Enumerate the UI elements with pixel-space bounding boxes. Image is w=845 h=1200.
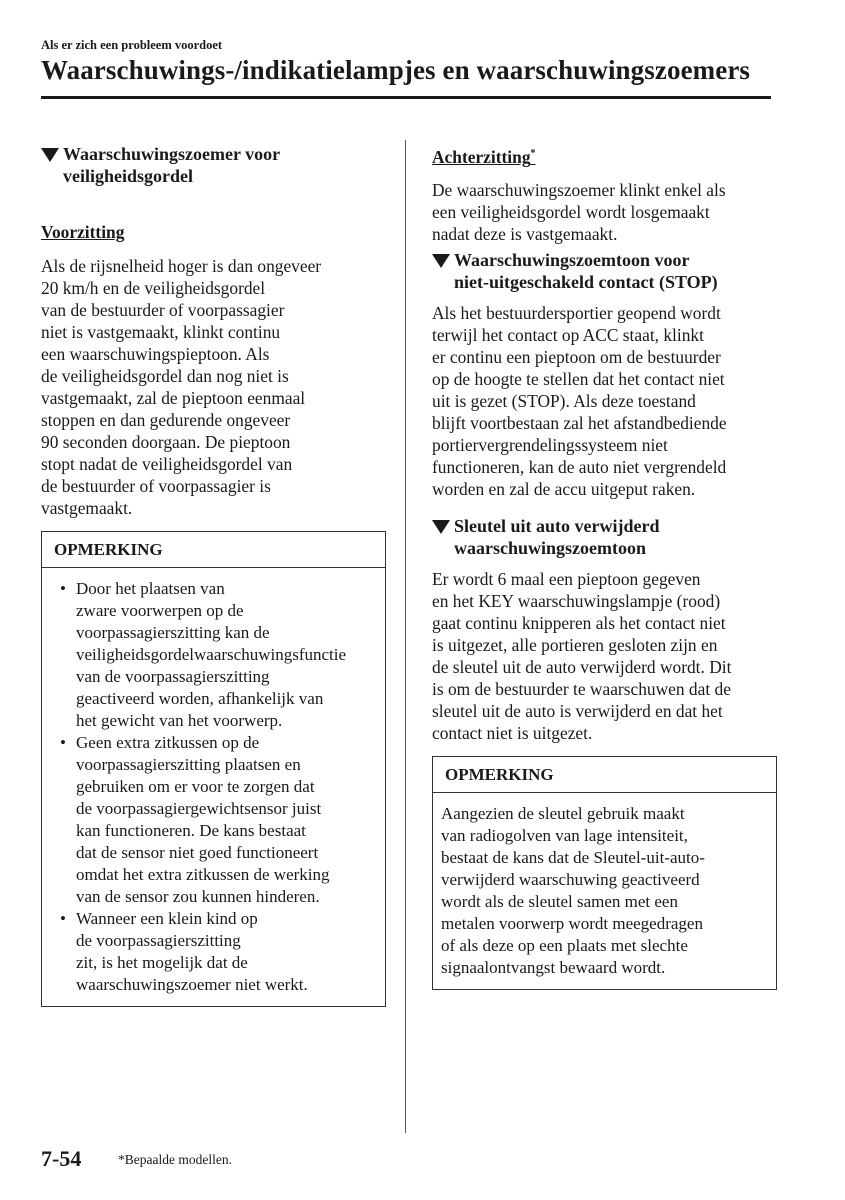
breadcrumb: Als er zich een probleem voordoet — [41, 38, 223, 52]
text-line: van radiogolven van lage intensiteit, — [441, 825, 688, 845]
text-line: bestaat de kans dat de Sleutel-uit-auto- — [441, 847, 705, 867]
text-line: Door het plaatsen van — [76, 579, 225, 598]
text-line: de voorpassagiergewichtsensor juist — [76, 799, 322, 818]
list-item — [50, 908, 375, 996]
text-line: stoppen en dan gedurende ongeveer — [41, 410, 291, 430]
text-line: portiervergrendelingssysteem niet — [432, 434, 668, 455]
text-line: zit, is het mogelijk dat de — [76, 953, 248, 972]
subheading-text: Achterzitting — [432, 146, 531, 167]
text-line: en het KEY waarschuwingslampje (rood) — [432, 590, 721, 611]
page-title: Waarschuwings-/indikatielampjes en waarschuwingszoemers — [41, 55, 751, 85]
text-line: een waarschuwingspieptoon. Als — [41, 344, 270, 364]
subheading-front-seat: Voorzitting — [41, 222, 125, 242]
text-line: vastgemaakt. — [41, 498, 133, 518]
text-line: contact niet is uitgezet. — [432, 722, 593, 743]
text-line: waarschuwingszoemer niet werkt. — [76, 975, 308, 994]
title-divider — [41, 96, 771, 99]
text-line: verwijderd waarschuwing geactiveerd — [441, 869, 700, 889]
text-line: Als de rijsnelheid hoger is dan ongeveer — [41, 256, 322, 276]
text-line: 20 km/h en de veiligheidsgordel — [41, 278, 266, 298]
bullet-icon: • — [60, 909, 66, 928]
text-line: nadat deze is vastgemaakt. — [432, 223, 618, 244]
page-number: 7-54 — [41, 1146, 82, 1171]
note-box-right — [432, 756, 777, 990]
right-column — [432, 143, 777, 990]
text-line: gebruiken om er voor te zorgen dat — [76, 777, 315, 796]
text-line: omdat het extra zitkussen de werking — [76, 865, 330, 884]
heading-line: Sleutel uit auto verwijderd — [454, 515, 660, 536]
front-seat-paragraph — [41, 255, 386, 519]
down-triangle-icon — [432, 520, 450, 534]
subheading-rear-seat — [432, 143, 777, 168]
text-line: metalen voorwerp wordt meegedragen — [441, 913, 703, 933]
note-box-left — [41, 531, 386, 1007]
note-body — [42, 568, 385, 1006]
text-line: er continu een pieptoon om de bestuurder — [432, 346, 721, 367]
text-line: gaat continu knipperen als het contact niet — [432, 612, 726, 633]
text-line: of als deze op een plaats met slechte — [441, 935, 688, 955]
text-line: De waarschuwingszoemer klinkt enkel als — [432, 179, 726, 200]
text-line: signaalontvangst bewaard wordt. — [441, 957, 666, 977]
text-line: Aangezien de sleutel gebruik maakt — [441, 803, 685, 823]
footnote: *Bepaalde modellen. — [118, 1152, 232, 1167]
heading-line: Waarschuwingszoemer voor — [63, 144, 281, 164]
text-line: niet is vastgemaakt, klinkt continu — [41, 322, 281, 342]
text-line: wordt als de sleutel samen met een — [441, 891, 678, 911]
heading-line: Waarschuwingszoemtoon voor — [454, 249, 690, 270]
text-line: Wanneer een klein kind op — [76, 909, 258, 928]
text-line: sleutel uit de auto is verwijderd en dat het — [432, 700, 723, 721]
key-removed-paragraph — [432, 568, 777, 744]
rear-seat-paragraph — [432, 179, 777, 245]
ignition-buzzer-paragraph — [432, 302, 777, 500]
text-line: vastgemaakt, zal de pieptoon eenmaal — [41, 388, 306, 408]
note-bullet-list — [50, 578, 375, 996]
section-heading-ignition-buzzer — [432, 249, 777, 293]
text-line: zware voorwerpen op de — [76, 601, 244, 620]
text-line: van de sensor zou kunnen hinderen. — [76, 887, 320, 906]
down-triangle-icon — [41, 148, 59, 162]
note-body — [433, 793, 776, 989]
list-item — [50, 732, 375, 908]
text-line: de sleutel uit de auto verwijderd wordt. Dit — [432, 656, 732, 677]
footnote-mark: * — [530, 148, 536, 159]
text-line: stopt nadat de veiligheidsgordel van — [41, 454, 293, 474]
heading-line: veiligheidsgordel — [63, 166, 193, 186]
note-title: OPMERKING — [42, 532, 385, 568]
text-line: functioneren, kan de auto niet vergrendeld — [432, 456, 727, 477]
text-line: op de hoogte te stellen dat het contact niet — [432, 368, 725, 389]
text-line: blijft voortbestaan zal het afstandbediende — [432, 412, 727, 433]
list-item — [50, 578, 375, 732]
text-line: 90 seconden doorgaan. De pieptoon — [41, 432, 291, 452]
text-line: is uitgezet, alle portieren gesloten zijn en — [432, 634, 718, 655]
text-line: dat de sensor niet goed functioneert — [76, 843, 319, 862]
section-heading-seatbelt-buzzer — [41, 143, 386, 187]
text-line: worden en zal de accu uitgeput raken. — [432, 478, 696, 499]
text-line: de bestuurder of voorpassagier is — [41, 476, 271, 496]
heading-line: niet-uitgeschakeld contact (STOP) — [454, 271, 718, 292]
heading-line: waarschuwingszoemtoon — [454, 537, 646, 558]
text-line: kan functioneren. De kans bestaat — [76, 821, 306, 840]
left-column — [41, 143, 386, 1007]
text-line: geactiveerd worden, afhankelijk van — [76, 689, 324, 708]
note-title: OPMERKING — [433, 757, 776, 793]
text-line: van de bestuurder of voorpassagier — [41, 300, 285, 320]
text-line: van de voorpassagierszitting — [76, 667, 270, 686]
text-line: Geen extra zitkussen op de — [76, 733, 260, 752]
text-line: veiligheidsgordelwaarschuwingsfunctie — [76, 645, 347, 664]
column-divider — [405, 140, 406, 1133]
text-line: de veiligheidsgordel dan nog niet is — [41, 366, 289, 386]
section-heading-key-removed-buzzer — [432, 515, 777, 559]
text-line: het gewicht van het voorwerp. — [76, 711, 283, 730]
text-line: uit is gezet (STOP). Als deze toestand — [432, 390, 696, 411]
text-line: voorpassagierszitting kan de — [76, 623, 270, 642]
text-line: terwijl het contact op ACC staat, klinkt — [432, 324, 704, 345]
text-line: Er wordt 6 maal een pieptoon gegeven — [432, 568, 701, 589]
bullet-icon: • — [60, 579, 66, 598]
text-line: is om de bestuurder te waarschuwen dat de — [432, 678, 731, 699]
text-line: een veiligheidsgordel wordt losgemaakt — [432, 201, 710, 222]
down-triangle-icon — [432, 254, 450, 268]
bullet-icon: • — [60, 733, 66, 752]
text-line: voorpassagierszitting plaatsen en — [76, 755, 301, 774]
text-line: de voorpassagierszitting — [76, 931, 241, 950]
text-line: Als het bestuurdersportier geopend wordt — [432, 302, 721, 323]
